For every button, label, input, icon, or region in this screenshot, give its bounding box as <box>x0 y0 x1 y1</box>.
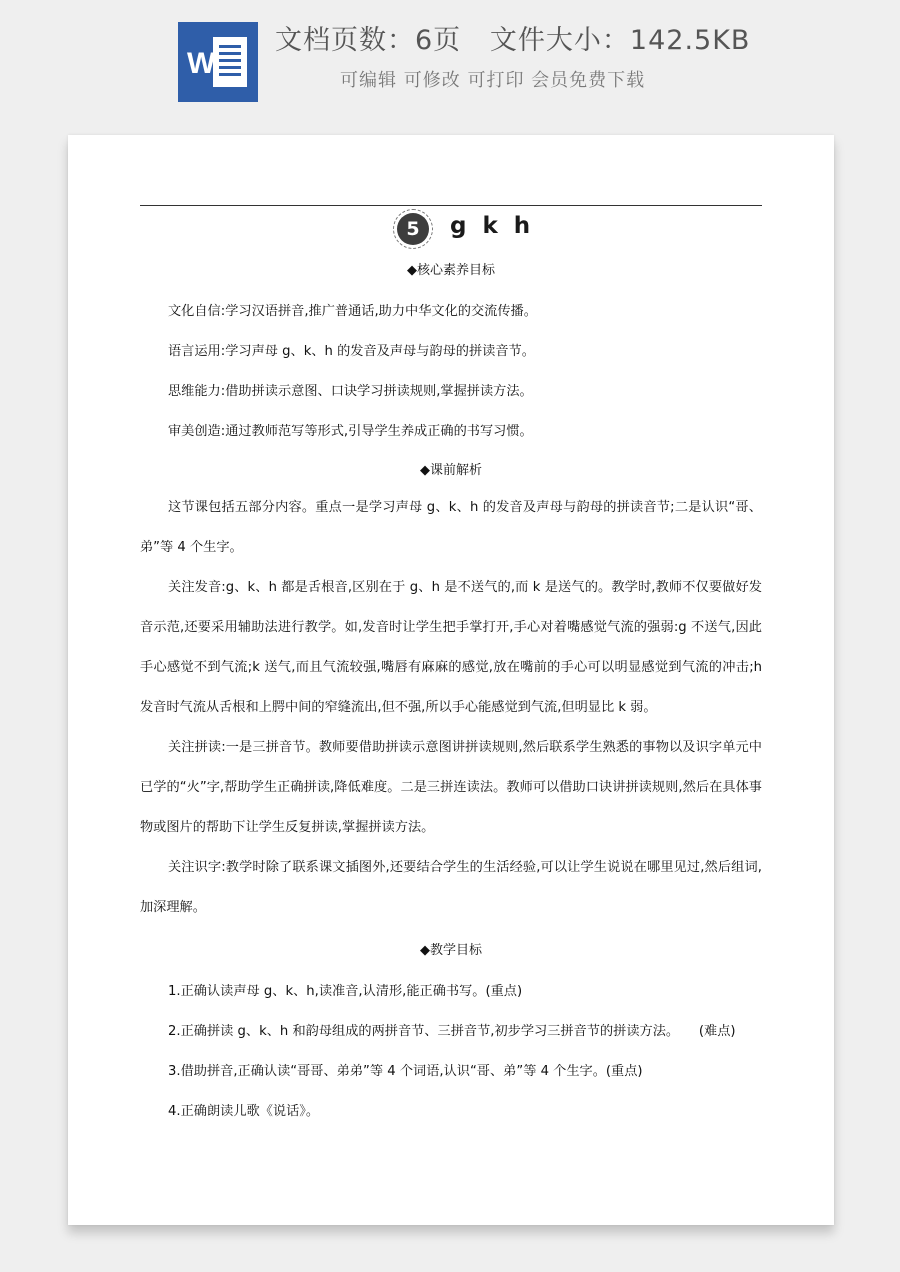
top-rule <box>140 205 762 206</box>
word-logo-letter: W <box>187 47 216 80</box>
word-icon <box>178 22 258 102</box>
doc-info-title: 文档页数：6页 文件大小：142.5KB <box>275 25 751 56</box>
lesson-number-badge <box>393 209 433 249</box>
goal-item: 2.正确拼读 g、k、h 和韵母组成的两拼音节、三拼音节,初步学习三拼音节的拼读方法。 (难点) <box>168 1024 736 1039</box>
document-page <box>68 135 834 1225</box>
lesson-number: 5 <box>397 213 429 245</box>
section-heading-core: ◆核心素养目标 <box>407 263 495 278</box>
goal-item: 4.正确朗读儿歌《说话》。 <box>168 1104 320 1119</box>
core-item: 思维能力:借助拼读示意图、口诀学习拼读规则,掌握拼读方法。 <box>168 384 533 399</box>
core-item: 文化自信:学习汉语拼音,推广普通话,助力中华文化的交流传播。 <box>168 304 537 319</box>
core-item: 审美创造:通过教师范写等形式,引导学生养成正确的书写习惯。 <box>168 424 533 439</box>
section-heading-goals: ◆教学目标 <box>420 943 482 958</box>
lesson-title: g k h <box>450 213 535 239</box>
analysis-paragraph: 关注发音:g、k、h 都是舌根音,区别在于 g、h 是不送气的,而 k 是送气的。教学时,教师不仅要做好发音示范,还要采用辅助法进行教学。如,发音时让学生把手掌打开,手心对着嘴感觉气流的强弱:g 不送气,因此手心感觉不到气流;k 送气,而且气流较强,嘴唇有麻麻的感觉,放在嘴前的手心可以明显感觉到气流的冲击;h 发音时气流从舌根和上腭中间的窄缝流出,但不强,所以手心能感觉到气流,但明显比 k 弱。 <box>140 580 762 715</box>
goal-item: 3.借助拼音,正确认读“哥哥、弟弟”等 4 个词语,认识“哥、弟”等 4 个生字。(重点) <box>168 1064 643 1079</box>
section-heading-analysis: ◆课前解析 <box>420 463 482 478</box>
analysis-paragraph: 关注识字:教学时除了联系课文插图外,还要结合学生的生活经验,可以让学生说说在哪里见过,然后组词,加深理解。 <box>140 860 762 915</box>
doc-info-header <box>0 0 900 120</box>
doc-info-subtitle: 可编辑 可修改 可打印 会员免费下载 <box>340 70 646 91</box>
goal-item: 1.正确认读声母 g、k、h,读准音,认清形,能正确书写。(重点) <box>168 984 523 999</box>
analysis-paragraph: 这节课包括五部分内容。重点一是学习声母 g、k、h 的发音及声母与韵母的拼读音节;二是认识“哥、弟”等 4 个生字。 <box>140 500 762 555</box>
analysis-paragraph: 关注拼读:一是三拼音节。教师要借助拼读示意图讲拼读规则,然后联系学生熟悉的事物以及识字单元中已学的“火”字,帮助学生正确拼读,降低难度。二是三拼连读法。教师可以借助口诀讲拼读规则,然后在具体事物或图片的帮助下让学生反复拼读,掌握拼读方法。 <box>140 740 762 835</box>
word-logo-graphic <box>183 31 253 93</box>
core-item: 语言运用:学习声母 g、k、h 的发音及声母与韵母的拼读音节。 <box>168 344 535 359</box>
